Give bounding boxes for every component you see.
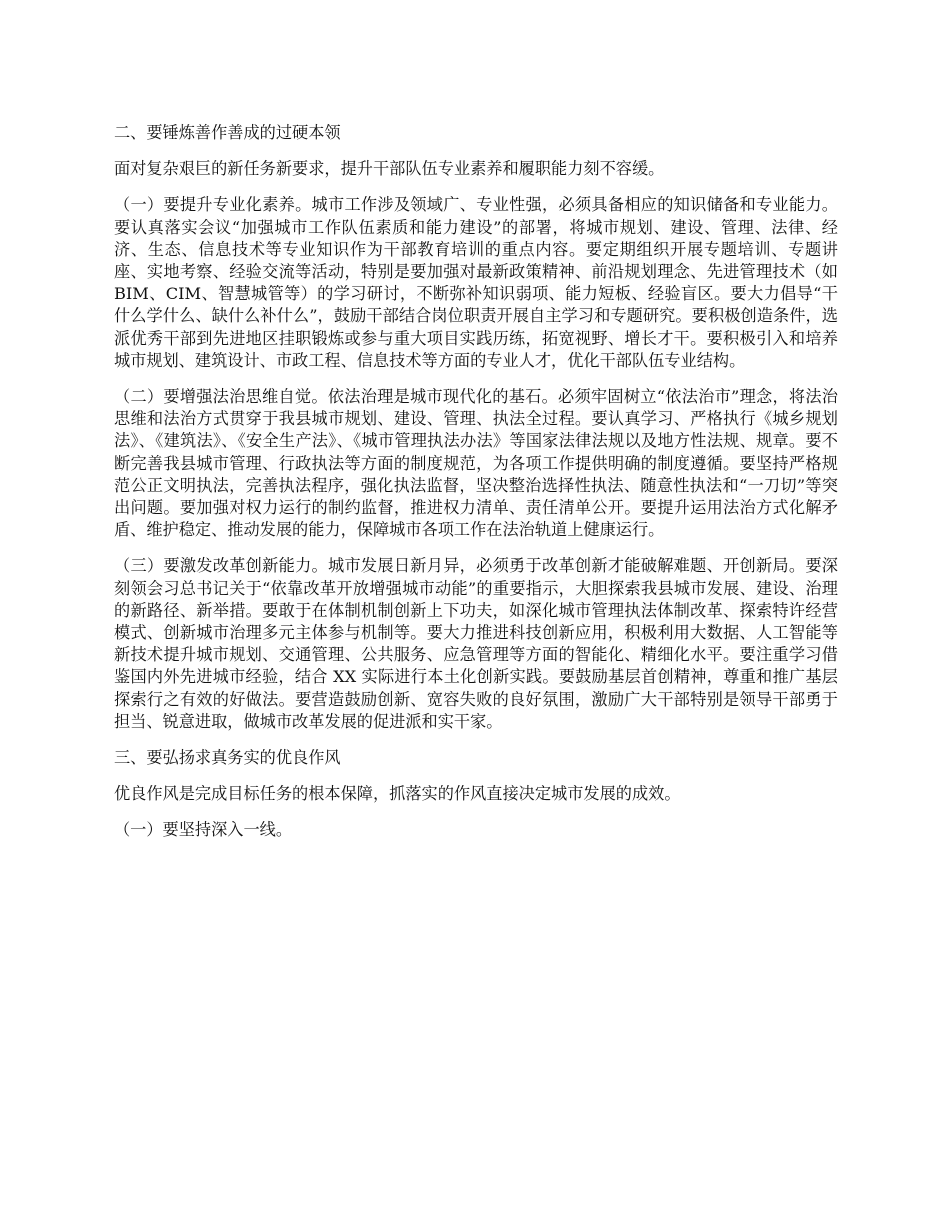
section-two-intro-paragraph: 面对复杂艰巨的新任务新要求，提升干部队伍专业素养和履职能力刻不容缓。 — [114, 159, 665, 179]
document-page — [114, 122, 838, 856]
section-heading-three: 三、要弘扬求真务实的优良作风 — [114, 748, 341, 768]
professional-quality-paragraph: （一）要提升专业化素养。城市工作涉及领域广、专业性强，必须具备相应的知识储备和专业能力。要认真落实会议“加强城市工作队伍素质和能力建设”的部署，将城市规划、建设、管理、法律、经济、生态、信息技术等专业知识作为干部教育培训的重点内容。要定期组织开展专题培训、专题讲座、实地考察、经验交流等活动，特别是要加强对最新政策精神、前沿规划理念、先进管理技术（如 BIM、CIM、智慧城管等）的学习研讨，不断弥补知识弱项、能力短板、经验盲区。要大力倡导“干什么学什么、缺什么补什么”，鼓励干部结合岗位职责开展自主学习和专题研究。要积极创造条件，选派优秀干部到先进地区挂职锻炼或参与重大项目实践历练，拓宽视野、增长才干。要积极引入和培养城市规划、建筑设计、市政工程、信息技术等方面的专业人才，优化干部队伍专业结构。 — [114, 195, 838, 370]
rule-of-law-paragraph: （二）要增强法治思维自觉。依法治理是城市现代化的基石。必须牢固树立“依法治市”理念，将法治思维和法治方式贯穿于我县城市规划、建设、管理、执法全过程。要认真学习、严格执行《城乡规划法》、《建筑法》、《安全生产法》、《城市管理执法办法》等国家法律法规以及地方性法规、规章。要不断完善我县城市管理、行政执法等方面的制度规范，为各项工作提供明确的制度遵循。要坚持严格规范公正文明执法，完善执法程序，强化执法监督，坚决整治选择性执法、随意性执法和“一刀切”等突出问题。要加强对权力运行的制约监督，推进权力清单、责任清单公开。要提升运用法治方式化解矛盾、维护稳定、推动发展的能力，保障城市各项工作在法治轨道上健康运行。 — [114, 387, 838, 540]
frontline-paragraph: （一）要坚持深入一线。 — [114, 820, 293, 840]
reform-innovation-paragraph: （三）要激发改革创新能力。城市发展日新月异，必须勇于改革创新才能破解难题、开创新局。要深刻领会习总书记关于“依靠改革开放增强城市动能”的重要指示，大胆探索我县城市发展、建设、治理的新路径、新举措。要敢于在体制机制创新上下功夫，如深化城市管理执法体制改革、探索特许经营模式、创新城市治理多元主体参与机制等。要大力推进科技创新应用，积极利用大数据、人工智能等新技术提升城市规划、交通管理、公共服务、应急管理等方面的智能化、精细化水平。要注重学习借鉴国内外先进城市经验，结合 XX 实际进行本土化创新实践。要鼓励基层首创精神，尊重和推广基层探索行之有效的好做法。要营造鼓励创新、宽容失败的良好氛围，激励广大干部特别是领导干部勇于担当、锐意进取，做城市改革发展的促进派和实干家。 — [114, 556, 838, 731]
section-three-intro-paragraph: 优良作风是完成目标任务的根本保障，抓落实的作风直接决定城市发展的成效。 — [114, 784, 681, 804]
section-heading-two: 二、要锤炼善作善成的过硬本领 — [114, 123, 341, 142]
